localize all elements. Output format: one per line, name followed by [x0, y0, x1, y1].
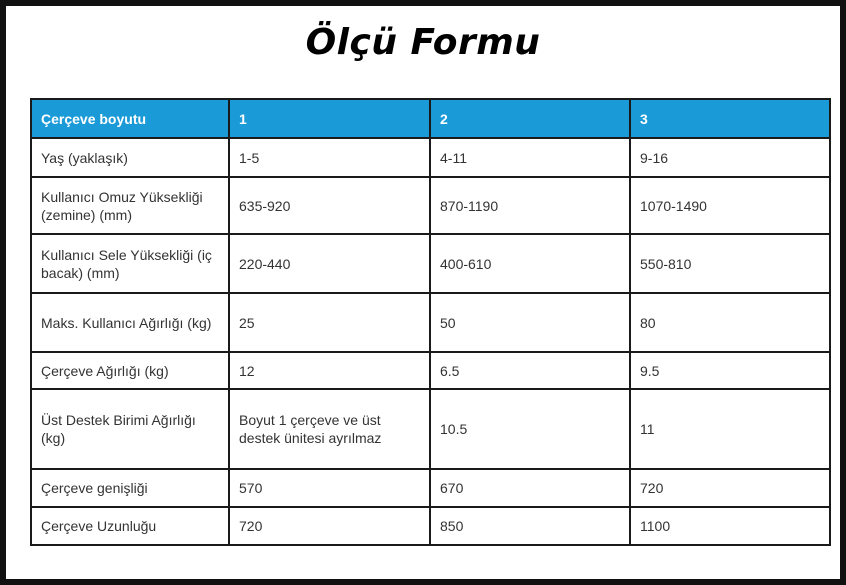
row-label: Yaş (yaklaşık)	[31, 138, 229, 177]
table-row	[31, 293, 830, 352]
cell-value: 400-610	[430, 234, 630, 293]
cell-value: 570	[229, 469, 430, 507]
row-label: Çerçeve Uzunluğu	[31, 507, 229, 545]
row-label: Kullanıcı Sele Yüksekliği (iç bacak) (mm)	[31, 234, 229, 293]
table-row	[31, 138, 830, 177]
row-label: Maks. Kullanıcı Ağırlığı (kg)	[31, 293, 229, 352]
table-row	[31, 507, 830, 545]
header-frame-size: Çerçeve boyutu	[31, 99, 229, 138]
cell-value: 550-810	[630, 234, 830, 293]
cell-value: 10.5	[430, 389, 630, 469]
cell-value: 6.5	[430, 352, 630, 389]
cell-value: 1100	[630, 507, 830, 545]
cell-value: 670	[430, 469, 630, 507]
cell-value: 80	[630, 293, 830, 352]
table-row	[31, 177, 830, 234]
cell-value: 9.5	[630, 352, 830, 389]
cell-value: 850	[430, 507, 630, 545]
row-label: Çerçeve Ağırlığı (kg)	[31, 352, 229, 389]
cell-value: 720	[630, 469, 830, 507]
cell-value: 1-5	[229, 138, 430, 177]
header-size-1: 1	[229, 99, 430, 138]
cell-value: 1070-1490	[630, 177, 830, 234]
row-label: Kullanıcı Omuz Yüksekliği (zemine) (mm)	[31, 177, 229, 234]
cell-value: 11	[630, 389, 830, 469]
cell-value: 25	[229, 293, 430, 352]
cell-value: Boyut 1 çerçeve ve üst destek ünitesi ayrılmaz	[229, 389, 430, 469]
table-header-row	[31, 99, 830, 138]
row-label: Çerçeve genişliği	[31, 469, 229, 507]
header-size-2: 2	[430, 99, 630, 138]
table-row	[31, 389, 830, 469]
page-title: Ölçü Formu	[305, 22, 541, 63]
table-row	[31, 234, 830, 293]
row-label: Üst Destek Birimi Ağırlığı (kg)	[31, 389, 229, 469]
cell-value: 870-1190	[430, 177, 630, 234]
cell-value: 635-920	[229, 177, 430, 234]
cell-value: 720	[229, 507, 430, 545]
table-row	[31, 352, 830, 389]
size-table	[30, 98, 831, 546]
cell-value: 50	[430, 293, 630, 352]
table-row	[31, 469, 830, 507]
cell-value: 4-11	[430, 138, 630, 177]
cell-value: 9-16	[630, 138, 830, 177]
cell-value: 12	[229, 352, 430, 389]
header-size-3: 3	[630, 99, 830, 138]
cell-value: 220-440	[229, 234, 430, 293]
